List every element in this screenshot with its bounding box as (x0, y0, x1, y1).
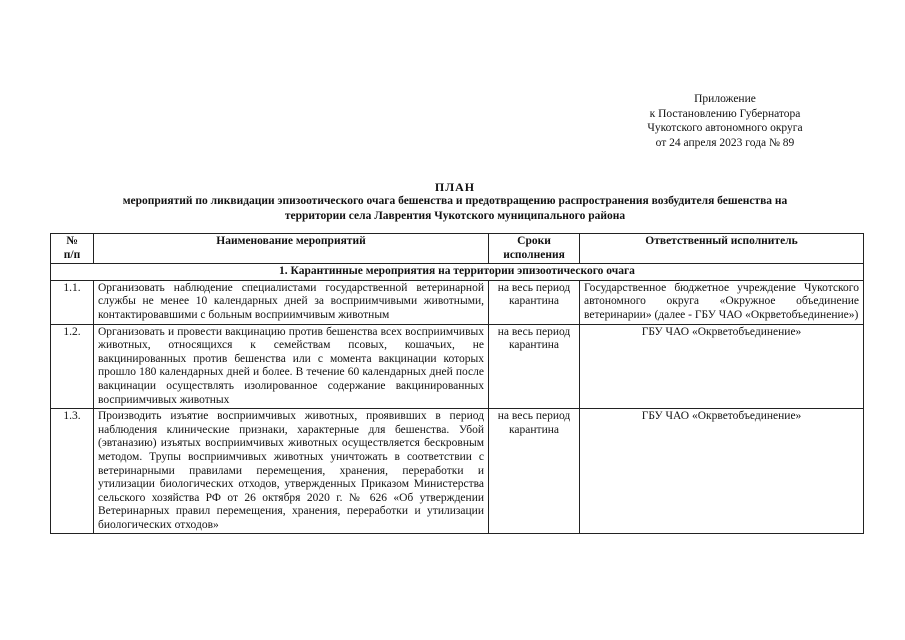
row-number: 1.2. (51, 324, 94, 409)
row-executor: Государственное бюджетное учреждение Чукотского автономного округа «Окружное объединение ветеринарии» (далее - ГБУ ЧАО «Окрветобъединение») (580, 280, 864, 324)
header-name: Наименование мероприятий (94, 234, 489, 264)
header-num-line2: п/п (63, 248, 81, 261)
row-measure: Организовать наблюдение специалистами государственной ветеринарной службы не менее 10 календарных дней за восприимчивыми животными, контактировавшими с больным восприимчивым животным (94, 280, 489, 324)
row-measure: Производить изъятие восприимчивых животных, проявивших в период наблюдения клинические признаки, характерные для бешенства. Убой (эвтаназию) изъятых восприимчивых животных осуществляется бескровным методом. Трупы восприимчивых животных уничтожать в соответствии с ветеринарными правилами перемещения, хранения, переработки и утилизации биологических отходов, утвержденных Приказом Министерства сельского хозяйства РФ от 26 октября 2020 г. № 626 «Об утверждении Ветеринарных правил перемещения, хранения, переработки и утилизации биологических отходов» (94, 409, 489, 534)
header-term-line2: исполнения (503, 248, 565, 261)
row-measure: Организовать и провести вакцинацию против бешенства всех восприимчивых животных, относящихся к семействам псовых, кошачьих, не вакцинированных против бешенства или с момента вакцинации которых прошло 180 календарных дней и более. В течение 60 календарных дней после вакцинации осуществлять изолированное содержание вакцинированных восприимчивых животных (94, 324, 489, 409)
header-term-line1: Сроки (517, 235, 551, 247)
header-num-line1: № (66, 235, 78, 247)
table-header-row (51, 234, 864, 264)
header-executor: Ответственный исполнитель (580, 234, 864, 264)
table-row (51, 280, 864, 324)
row-number: 1.1. (51, 280, 94, 324)
row-executor: ГБУ ЧАО «Окрветобъединение» (580, 409, 864, 534)
row-term: на весь период карантина (489, 324, 580, 409)
appendix-line: Приложение (694, 93, 756, 105)
table-row (51, 409, 864, 534)
section-row (51, 264, 864, 281)
row-executor: ГБУ ЧАО «Окрветобъединение» (580, 324, 864, 409)
appendix-header (600, 92, 850, 150)
appendix-line: к Постановлению Губернатора (649, 107, 801, 120)
appendix-line: Чукотского автономного округа (647, 122, 803, 135)
row-number: 1.3. (51, 409, 94, 534)
header-term (489, 234, 580, 264)
document-title (40, 180, 870, 223)
header-num (51, 234, 94, 264)
section-title: 1. Карантинные мероприятия на территории эпизоотического очага (51, 264, 864, 281)
title-subtitle-line1: мероприятий по ликвидации эпизоотического очага бешенства и предотвращению распространения возбудителя бешенства на (122, 195, 788, 207)
title-main: ПЛАН (434, 180, 476, 194)
table-row (51, 324, 864, 409)
row-term: на весь период карантина (489, 409, 580, 534)
appendix-line: от 24 апреля 2023 года № 89 (655, 136, 795, 149)
row-term: на весь период карантина (489, 280, 580, 324)
plan-table (50, 233, 864, 534)
title-subtitle-line2: территории села Лаврентия Чукотского муниципального района (284, 209, 626, 222)
